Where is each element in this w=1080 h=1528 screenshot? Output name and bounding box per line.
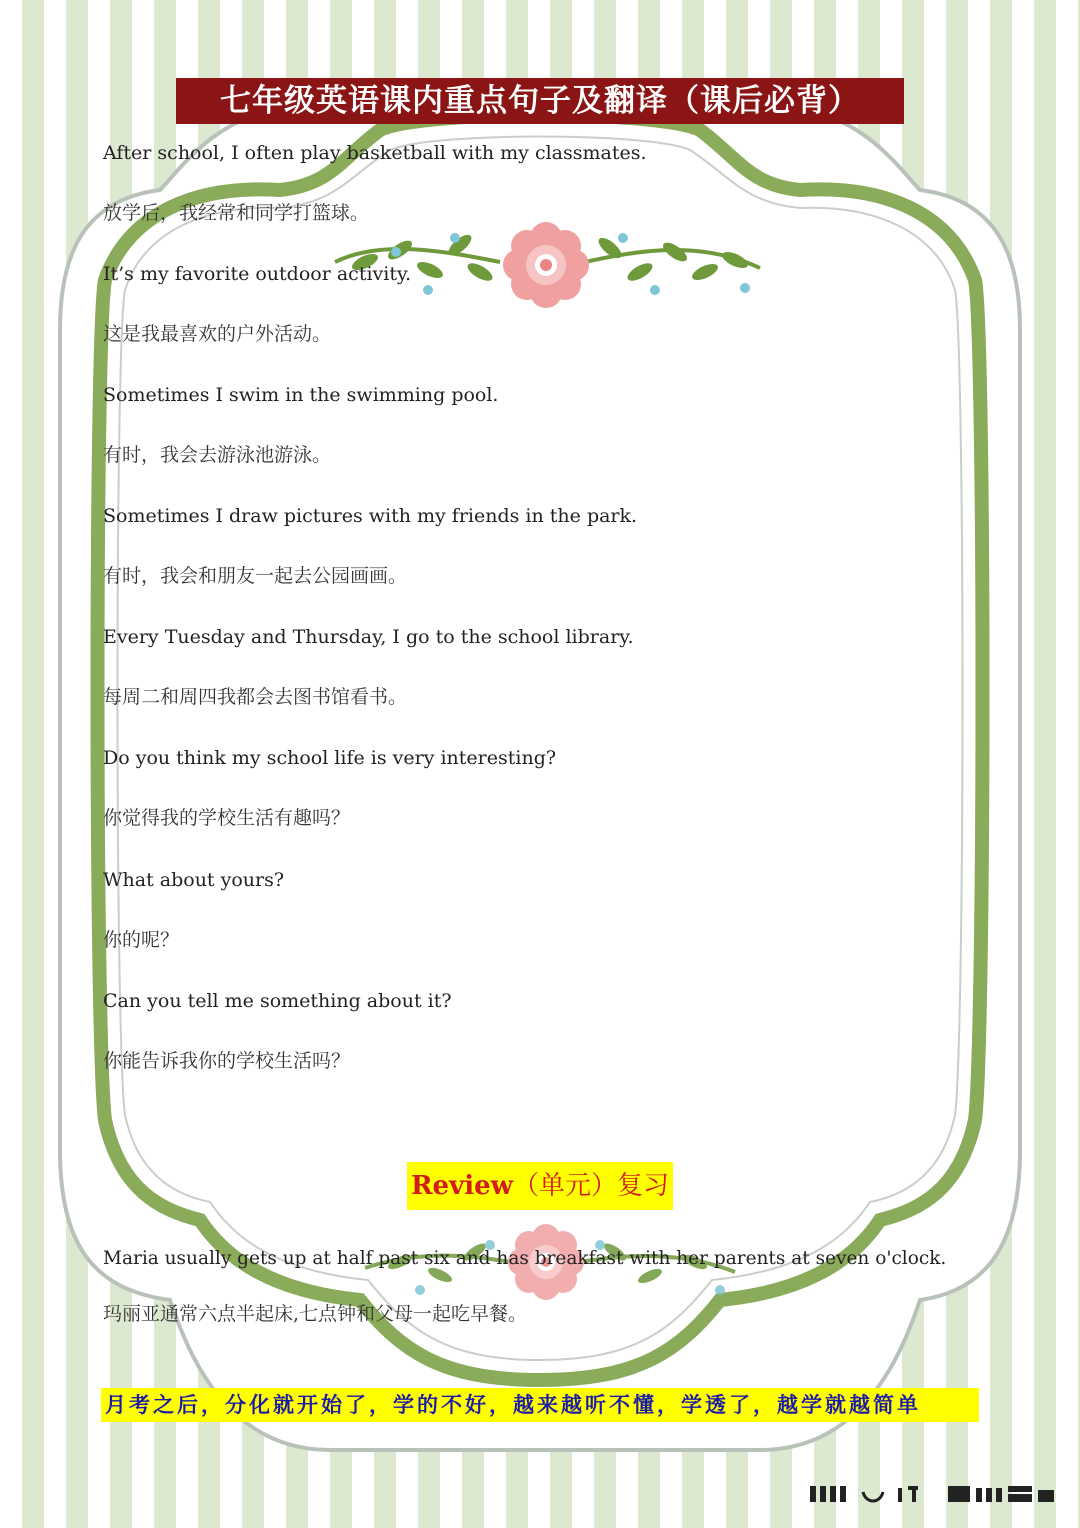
sentence-en: Sometimes I draw pictures with my friends in the park. (103, 505, 638, 527)
sentence-cn: 你觉得我的学校生活有趣吗？ (103, 807, 351, 829)
sentence-en: Sometimes I swim in the swimming pool. (103, 384, 499, 406)
sentence-cn: 你的呢？ (103, 929, 180, 951)
sentence-en: Can you tell me something about it? (103, 990, 452, 1012)
page-title: 七年级英语课内重点句子及翻译（课后必背） (176, 78, 904, 124)
sentence-cn: 每周二和周四我都会去图书馆看书。 (103, 686, 408, 708)
sentence-cn: 放学后，我经常和同学打篮球。 (103, 202, 370, 224)
sentence-en: After school, I often play basketball with my classmates. (103, 142, 647, 164)
motto-banner: 月考之后，分化就开始了，学的不好，越来越听不懂，学透了，越学就越简单 (101, 1388, 979, 1422)
sentence-cn: 有时，我会去游泳池游泳。 (103, 444, 332, 466)
sentence-en: What about yours? (103, 869, 285, 891)
sentence-en: Every Tuesday and Thursday, I go to the school library. (103, 626, 634, 648)
sentence-cn: 有时，我会和朋友一起去公园画画。 (103, 565, 408, 587)
sentence-en: Do you think my school life is very interesting? (103, 747, 557, 769)
sentence-en: It’s my favorite outdoor activity. (103, 263, 412, 285)
review-heading-cn: （单元）复习 (513, 1171, 670, 1201)
review-sentence-cn: 玛丽亚通常六点半起床,七点钟和父母一起吃早餐。 (103, 1303, 528, 1325)
review-heading (407, 1162, 673, 1210)
sentence-cn: 这是我最喜欢的户外活动。 (103, 323, 332, 345)
review-heading-en: Review (410, 1171, 514, 1201)
review-sentence-en: Maria usually gets up at half past six and has breakfast with her parents at seven o'clock. (103, 1248, 947, 1269)
watermark-marks (808, 1480, 1058, 1506)
sentence-cn: 你能告诉我你的学校生活吗？ (103, 1050, 351, 1072)
